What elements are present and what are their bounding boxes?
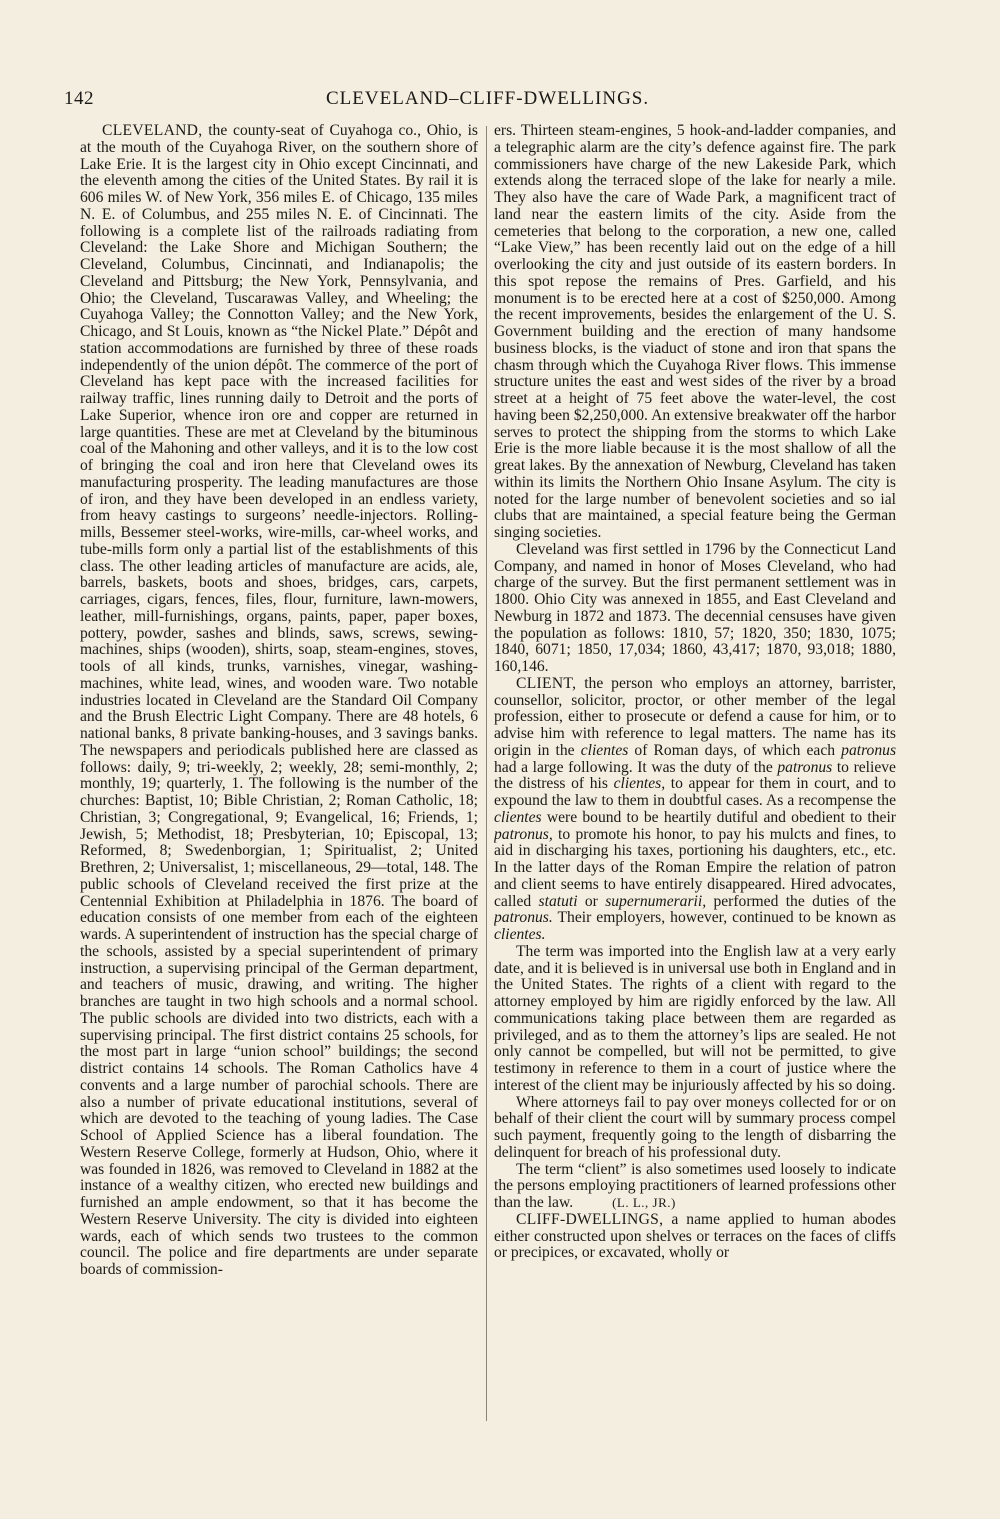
right-column — [494, 123, 896, 1423]
cliff-dwellings-entry — [494, 1212, 896, 1262]
italic-term: patronus, — [494, 825, 553, 843]
italic-term: patronus. — [494, 909, 553, 927]
cleveland-entry — [80, 123, 478, 1279]
page-number: 142 — [64, 88, 94, 109]
italic-term: patronus — [841, 741, 896, 759]
client-text-a: the person who employs an attorney, barrister, counsellor, solicitor, proctor, or other member of the legal profession, either to prosecute or defend a cause for him, or to advise him with reference to legal matters. The name has its origin in the — [494, 674, 896, 759]
client-text-d: to relieve the distress of his — [494, 758, 896, 793]
left-column — [80, 123, 478, 1423]
client-entry — [494, 676, 896, 944]
client-text-g: to promote his honor, to pay his mulcts and fines, to aid in discharging his taxes, portioning his daughters, etc., etc. In the latter days of the Roman Empire the relation of patron and client seems to have entirely disappeared. Hired advocates, called — [494, 825, 896, 910]
italic-term: clientes. — [494, 926, 546, 943]
italic-term: clientes, — [613, 775, 666, 793]
entry-headword-cleveland: CLEVELAND, — [102, 123, 203, 139]
client-text-j: Their employers, however, continued to be known as — [552, 909, 896, 927]
column-divider — [486, 126, 487, 1421]
client-text-c: had a large following. It was the duty of the — [494, 758, 778, 776]
client-text-i: performed the duties of the — [706, 892, 896, 910]
cleveland-continuation: ers. Thirteen steam-engines, 5 hook-and-ladder companies, and a telegraphic alarm are the city’s defence against fire. The park commissioners have charge of the new Lakeside Park, which extends along the terraced slope of the lake for nearly a mile. They also have the care of Wade Park, a magnificent tract of land near the eastern limits of the city. Aside from the cemeteries that belong to the corporation, a new one, called “Lake View,” has been recently laid out on the edge of a hill overlooking the city and just outside of its eastern borders. In this spot repose the remains of Pres. Garfield, and his monument is to be erected here at a cost of $250,000. Among the recent improvements, besides the enlargement of the U. S. Government building and the erection of many handsome business blocks, is the viaduct of stone and iron that spans the chasm through which the Cuyahoga River flows. This immense structure unites the east and west sides of the river by a broad street at a height of 75 feet above the water-level, the cost having been $2,250,000. An extensive breakwater off the harbor serves to protect the shipping from the storms to which Lake Erie is the more liable because it is the most shallow of all the great lakes. By the annexation of Newburg, Cleveland has taken within its limits the Northern Ohio Insane Asylum. The city is noted for the large number of benevolent societies and so ial clubs that are maintained, a special feature being the German singing societies. — [494, 123, 896, 541]
page-header — [64, 88, 894, 114]
loosely-text: The term “client” is also sometimes used loosely to indicate the persons employing practitioners of learned professions other than the law. — [494, 1160, 896, 1211]
client-text-h: or — [577, 892, 606, 910]
running-head: CLEVELAND–CLIFF-DWELLINGS. — [326, 88, 650, 109]
client-text-b: of Roman days, of which each — [628, 741, 842, 759]
cleveland-history-paragraph: Cleveland was first settled in 1796 by the Connecticut Land Company, and named in honor of Moses Cleveland, who had charge of the survey. But the first permanent settlement was in 1800. Ohio City was annexed in 1855, and East Cleveland and Newburg in 1872 and 1873. The decennial censuses have given the population as follows: 1810, 57; 1820, 350; 1830, 1075; 1840, 6071; 1850, 17,034; 1860, 43,417; 1870, 93,018; 1880, 160,146. — [494, 540, 896, 675]
loosely-paragraph — [494, 1162, 896, 1212]
italic-term: clientes — [494, 808, 542, 826]
italic-term: statuti — [538, 892, 578, 910]
cleveland-text: the county-seat of Cuyahoga co., Ohio, is at the mouth of the Cuyahoga River, on the southern shore of Lake Erie. It is the largest city in Ohio except Cincinnati, and the eleventh among the cities of the United States. By rail it is 606 miles W. of New York, 356 miles E. of Chicago, 135 miles N. E. of Columbus, and 255 miles N. E. of Cincinnati. The following is a complete list of the railroads radiating from Cleveland: the Lake Shore and Michigan Southern; the Cleveland, Columbus, Cincinnati, and Indianapolis; the Cleveland and Pittsburg; the New York, Pennsylvania, and Ohio; the Cleveland, Tuscarawas Valley, and Wheeling; the Cuyahoga Valley; the Connotton Valley; and the New York, Chicago, and St Louis, known as “the Nickel Plate.” Dépôt and station accommodations are furnished by three of these roads independently of the union dépôt. The commerce of the port of Cleveland has kept pace with the increased facilities for railway traffic, lines running daily to Detroit and the ports of Lake Superior, whence iron ore and copper are returned in large quantities. These are met at Cleveland by the bituminous coal of the Mahoning and other valleys, and it is to the low cost of bringing the coal and iron here that Cleveland owes its manufacturing prosperity. The leading manufactures are those of iron, and they have been developed in an endless variety, from heavy castings to surgeons’ needle-injectors. Rolling-mills, Bessemer steel-works, wire-mills, car-wheel works, and tube-mills form only a partial list of the establishments of this class. The other leading articles of manufacture are acids, ale, barrels, baskets, boots and shoes, bridges, cars, carpets, carriages, cigars, fences, files, flour, furniture, lawn-mowers, leather, mill-furnishings, organs, paints, paper, paper boxes, pottery, powder, sashes and blinds, saws, screws, sewing-machines, ships (wooden), shirts, soap, steam-engines, stoves, tools of all kinds, trunks, varnishes, vinegar, washing-machines, white lead, wines, and wooden ware. Two notable industries located in Cleveland are the Standard Oil Company and the Brush Electric Light Company. There are 48 hotels, 6 national banks, 8 private banking-houses, and 3 savings banks. The newspapers and periodicals published here are classed as follows: daily, 9; tri-weekly, 2; weekly, 28; semi-monthly, 2; monthly, 19; quarterly, 1. The following is the number of the churches: Baptist, 10; Bible Christian, 2; Roman Catholic, 18; Christian, 3; Congregational, 9; Evangelical, 16; Friends, 1; Jewish, 5; Methodist, 18; Presbyterian, 10; Episcopal, 13; Reformed, 8; Swedenborgian, 1; Spiritualist, 2; United Brethren, 2; Universalist, 1; miscellaneous, 29—total, 148. The public schools of Cleveland received the first prize at the Centennial Exhibition at Philadelphia in 1876. The board of education consists of one member from each of the eighteen wards. A superintendent of instruction has the special charge of the schools, assisted by a special superintendent of primary instruction, a supervising principal of the German department, and teachers of music, drawing, and writing. The higher branches are taught in two high schools and a normal school. The public schools are divided into two districts, each with a supervising principal. The first district contains 25 schools, for the most part in large “union school” buildings; the second district contains 14 schools. The Roman Catholics have 4 convents and a large number of parochial schools. There are also a number of private educational institutions, several of which are devoted to the teaching of young ladies. The Case School of Applied Science has a liberal foundation. The Western Reserve College, formerly at Hudson, Ohio, where it was founded in 1826, was removed to Cleveland in 1882 at the instance of a wealthy citizen, who erected new buildings and furnished an ample endowment, so that it has become the Western Reserve University. The city is divided into eighteen wards, each of which sends two trustees to the common council. The police and fire departments are under separate boards of commission- — [80, 123, 478, 1278]
italic-term: patronus — [777, 758, 833, 776]
cliff-dwellings-text: a name applied to human abodes either constructed upon shelves or terraces on the faces of cliffs or precipices, or excavated, wholly or — [494, 1210, 896, 1262]
moneys-paragraph: Where attorneys fail to pay over moneys collected for or on behalf of their client the court will by summary process compel such payment, frequently going to the length of disbarring the delinquent for breach of his professional duty. — [494, 1093, 896, 1161]
italic-term: clientes — [580, 741, 629, 759]
entry-headword-cliff-dwellings: CLIFF-DWELLINGS, — [516, 1210, 664, 1228]
entry-headword-client: CLIENT, — [516, 674, 577, 692]
client-text-e: to appear for them in court, and to expound the law to them in doubtful cases. As a recompense the — [494, 775, 896, 809]
author-signature: (L. L., JR.) — [612, 1195, 676, 1210]
client-text-f: were bound to be heartily dutiful and obedient to their — [541, 808, 896, 826]
english-law-paragraph: The term was imported into the English law at a very early date, and it is believed is in universal use both in England and in the United States. The rights of a client with regard to the attorney employed by him are rigidly enforced by the law. All communications taking place between them are regarded as privileged, and as to them the attorney’s lips are sealed. He not only cannot be compelled, but will not be permitted, to give testimony in reference to them in a court of justice where the interest of the client may be injuriously affected by his so doing. — [494, 942, 896, 1094]
italic-term: supernumerarii, — [605, 892, 707, 910]
